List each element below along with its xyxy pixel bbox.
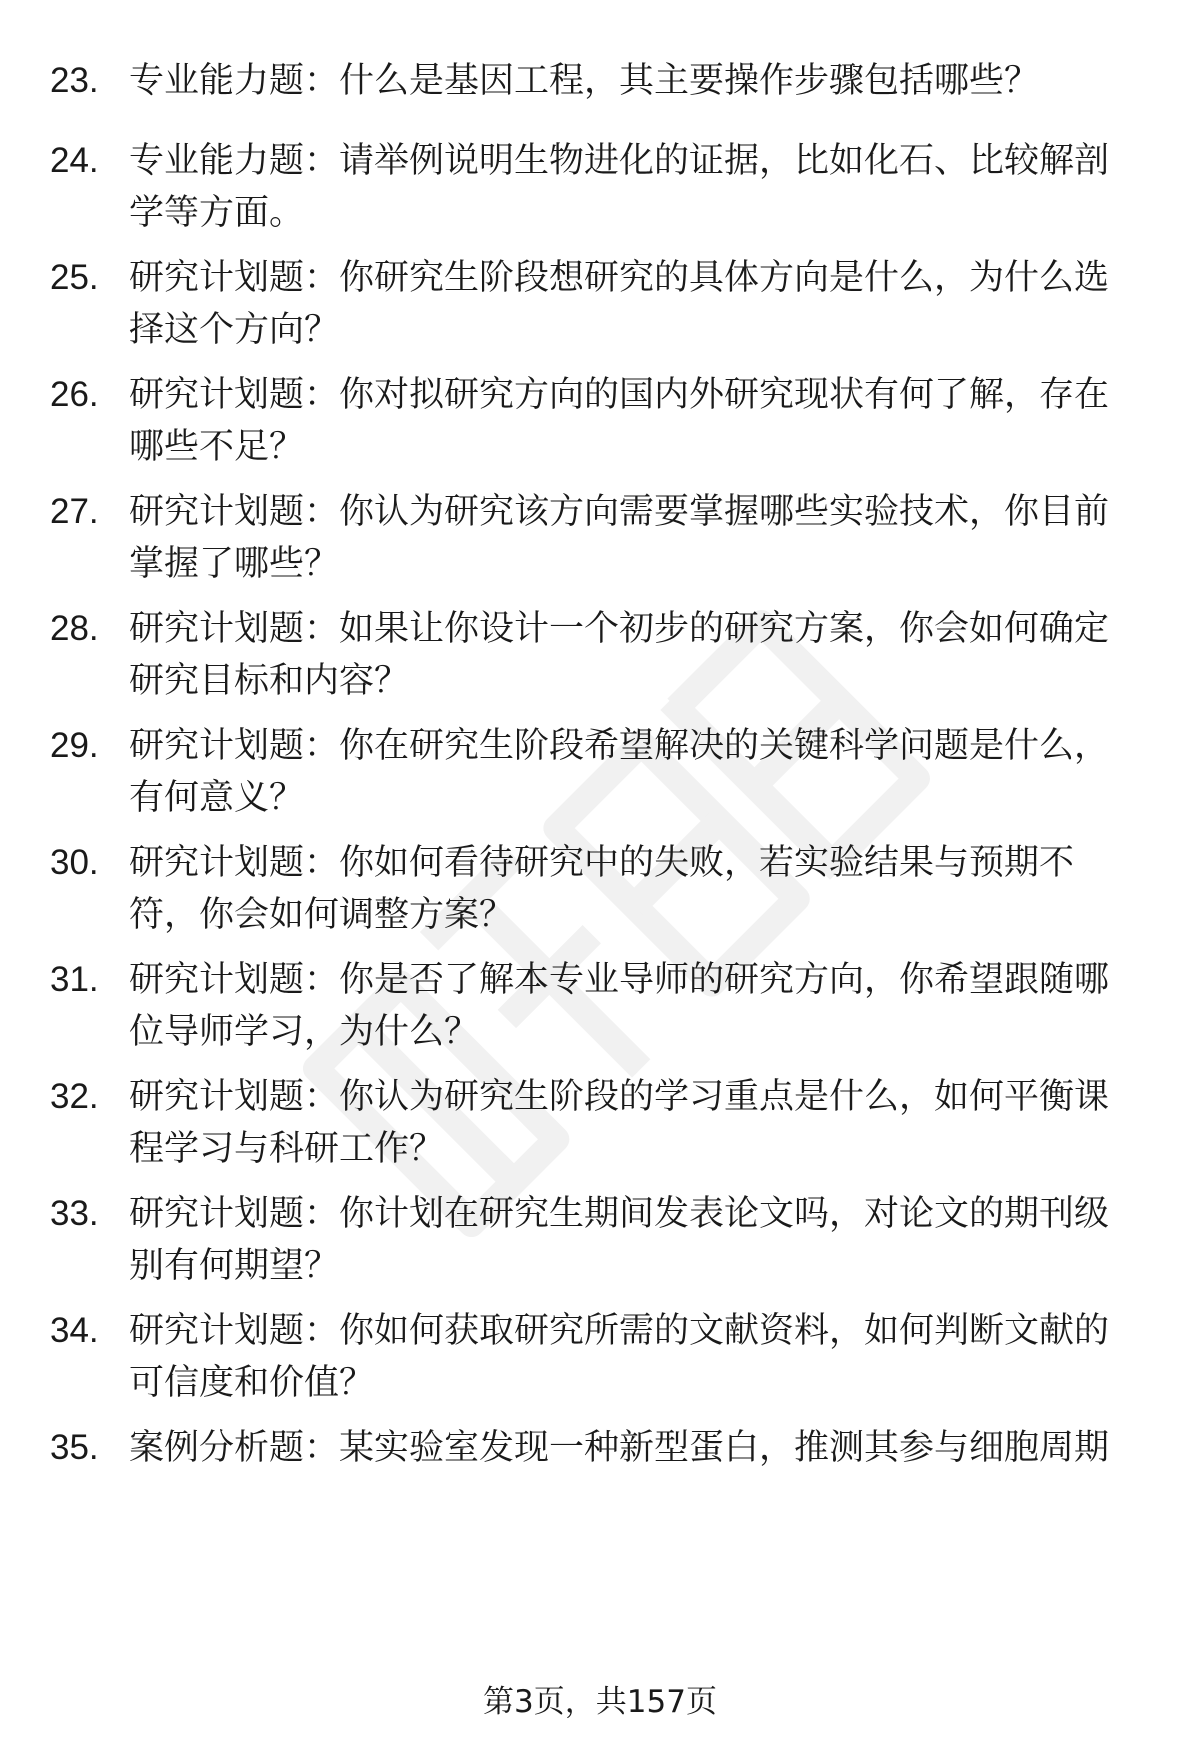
question-number: 26. — [50, 375, 99, 414]
question-text-line: 可信度和价值？ — [129, 1363, 375, 1403]
question-text — [129, 1188, 1139, 1292]
question-text — [129, 1422, 1139, 1474]
question-text-line: 程学习与科研工作？ — [129, 1129, 445, 1169]
question-text — [129, 486, 1139, 590]
question-text-line: 研究计划题：你研究生阶段想研究的具体方向是什么，为什么选 — [129, 258, 1110, 298]
question-number: 25. — [50, 258, 99, 297]
question-text — [129, 252, 1139, 356]
question-text-line: 研究计划题：你是否了解本专业导师的研究方向，你希望跟随哪 — [129, 960, 1110, 1000]
question-number: 31. — [50, 960, 99, 999]
question-text-line: 择这个方向？ — [129, 310, 340, 350]
question-number: 23. — [50, 61, 99, 100]
question-text-line: 研究计划题：你对拟研究方向的国内外研究现状有何了解，存在 — [129, 375, 1110, 415]
question-text — [129, 720, 1139, 824]
question-text-line: 研究计划题：你如何看待研究中的失败，若实验结果与预期不 — [129, 843, 1075, 883]
question-text-line: 研究计划题：你认为研究生阶段的学习重点是什么，如何平衡课 — [129, 1077, 1110, 1117]
question-text — [129, 837, 1139, 941]
question-text — [129, 55, 1139, 107]
question-text-line: 别有何期望？ — [129, 1246, 340, 1286]
question-text-line: 研究计划题：如果让你设计一个初步的研究方案，你会如何确定 — [129, 609, 1110, 649]
question-text — [129, 1305, 1139, 1409]
question-text-line: 研究计划题：你认为研究该方向需要掌握哪些实验技术，你目前 — [129, 492, 1110, 532]
page-number-label: 第3页，共157页 — [483, 1684, 717, 1720]
question-text-line: 学等方面。 — [129, 193, 305, 233]
question-text — [129, 603, 1139, 707]
question-text-line: 哪些不足？ — [129, 427, 305, 467]
question-text-line: 研究目标和内容？ — [129, 661, 410, 701]
question-text-line: 专业能力题：请举例说明生物进化的证据，比如化石、比较解剖 — [129, 141, 1110, 181]
question-text-line: 案例分析题：某实验室发现一种新型蛋白，推测其参与细胞周期 — [129, 1428, 1110, 1468]
question-text — [129, 954, 1139, 1058]
question-text — [129, 1071, 1139, 1175]
question-text-line: 位导师学习，为什么？ — [129, 1012, 480, 1052]
question-text-line: 符，你会如何调整方案？ — [129, 895, 515, 935]
question-text-line: 掌握了哪些？ — [129, 544, 340, 584]
question-number: 33. — [50, 1194, 99, 1233]
question-text-line: 研究计划题：你在研究生阶段希望解决的关键科学问题是什么， — [129, 726, 1110, 766]
question-text — [129, 369, 1139, 473]
question-text-line: 研究计划题：你如何获取研究所需的文献资料，如何判断文献的 — [129, 1311, 1110, 1351]
question-number: 27. — [50, 492, 99, 531]
question-number: 24. — [50, 141, 99, 180]
question-text-line: 有何意义？ — [129, 778, 305, 818]
question-text-line: 专业能力题：什么是基因工程，其主要操作步骤包括哪些？ — [129, 61, 1040, 101]
question-text-line: 研究计划题：你计划在研究生期间发表论文吗，对论文的期刊级 — [129, 1194, 1110, 1234]
page-footer — [0, 1680, 1200, 1724]
question-number: 30. — [50, 843, 99, 882]
question-number: 35. — [50, 1428, 99, 1467]
question-number: 32. — [50, 1077, 99, 1116]
question-text — [129, 135, 1139, 239]
question-number: 34. — [50, 1311, 99, 1350]
question-number: 29. — [50, 726, 99, 765]
question-number: 28. — [50, 609, 99, 648]
